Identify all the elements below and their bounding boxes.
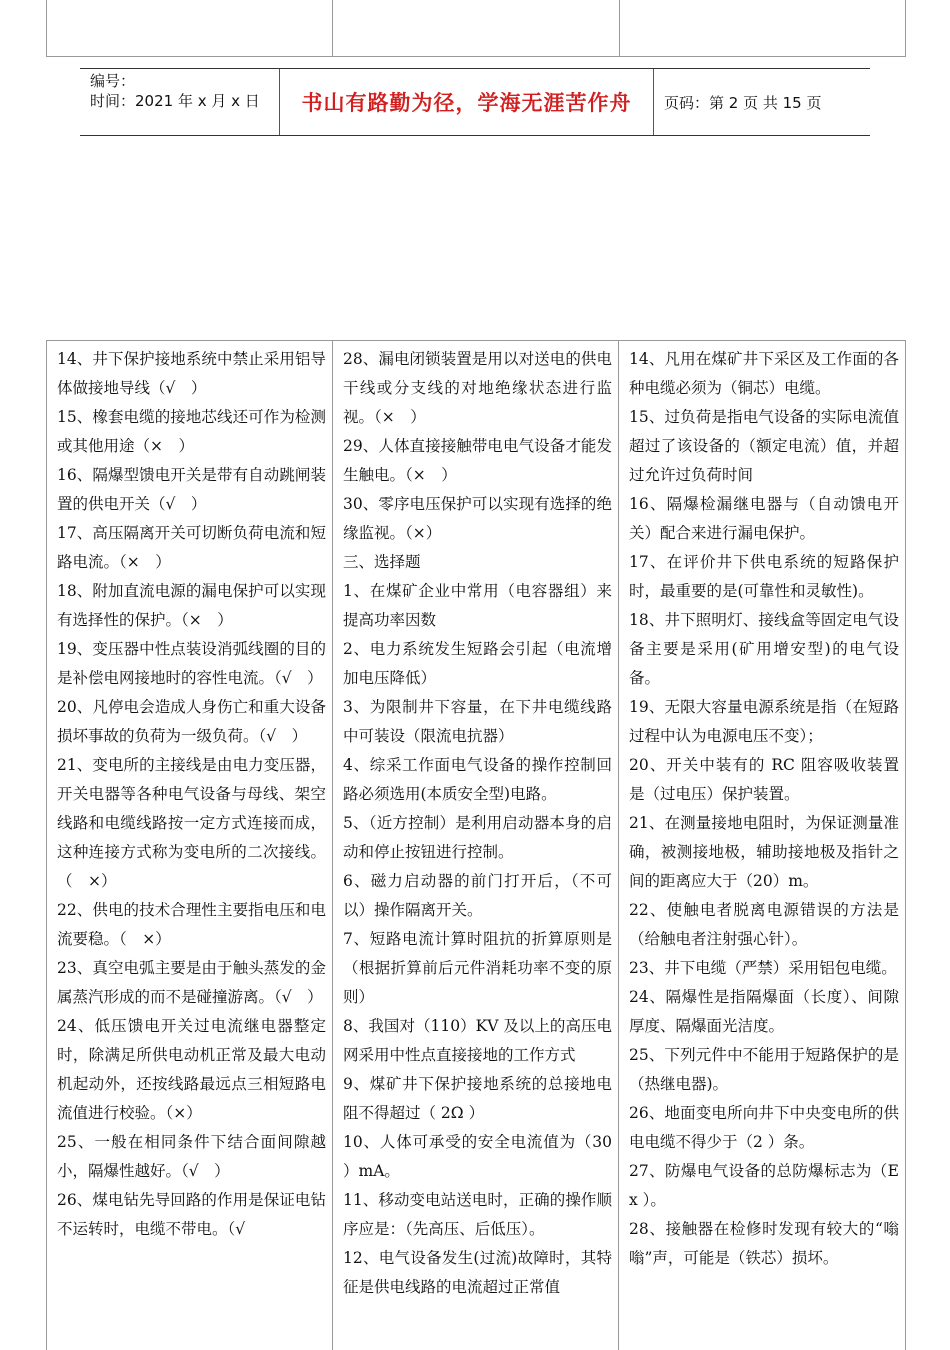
question-item: 15、橡套电缆的接地芯线还可作为检测或其他用途（× ） (57, 408, 326, 455)
question-item: 26、煤电钻先导回路的作用是保证电钻不运转时，电缆不带电。（√ (57, 1191, 326, 1238)
question-item: 1、在煤矿企业中常用（电容器组）来提高功率因数 (343, 582, 612, 629)
question-item: 18、附加直流电源的漏电保护可以实现有选择性的保护。（× ） (57, 582, 326, 629)
question-item: 28、漏电闭锁装置是用以对送电的供电干线或分支线的对地绝缘状态进行监视。（× ） (343, 350, 612, 426)
prev-table-cell (620, 0, 905, 56)
question-item: 16、隔爆型馈电开关是带有自动跳闸装置的供电开关（√ ） (57, 466, 326, 513)
page-info: 页码：第 2 页 共 15 页 (664, 93, 822, 112)
question-item: 29、人体直接接触带电电气设备才能发生触电。（× ） (343, 437, 612, 484)
question-item: 三、选择题 (343, 553, 421, 571)
question-item: 19、变压器中性点装设消弧线圈的目的是补偿电网接地时的容性电流。（√ ） (57, 640, 326, 687)
column-1 (47, 341, 333, 1350)
question-item: 26、地面变电所向井下中央变电所的供电电缆不得少于（2 ）条。 (629, 1104, 899, 1151)
question-item: 25、下列元件中不能用于短路保护的是（热继电器)。 (629, 1046, 899, 1093)
question-item: 4、综采工作面电气设备的操作控制回路必须选用(本质安全型)电路。 (343, 756, 612, 803)
question-item: 28、接触器在检修时发现有较大的“嗡嗡”声，可能是（铁芯）损坏。 (629, 1220, 899, 1267)
question-item: 24、低压馈电开关过电流继电器整定时，除满足所供电动机正常及最大电动机起动外，还按线路最远点三相短路电流值进行校验。（×） (57, 1017, 326, 1122)
question-item: 21、变电所的主接线是由电力变压器，开关电器等各种电气设备与母线、架空线路和电缆线路按一定方式连接而成，这种连接方式称为变电所的二次接线。（ ×） (57, 756, 326, 890)
question-item: 19、无限大容量电源系统是指（在短路过程中认为电源电压不变）； (629, 698, 899, 745)
question-item: 20、开关中装有的 RC 阻容吸收装置是（过电压）保护装置。 (629, 756, 899, 803)
question-item: 22、使触电者脱离电源错误的方法是（给触电者注射强心针）。 (629, 901, 899, 948)
question-item: 25、一般在相同条件下结合面间隙越小，隔爆性越好。（√ ） (57, 1133, 326, 1180)
question-item: 10、人体可承受的安全电流值为（30 ）mA。 (343, 1133, 612, 1180)
question-item: 2、电力系统发生短路会引起（电流增加电压降低） (343, 640, 612, 687)
question-item: 21、在测量接地电阻时，为保证测量准确，被测接地极，辅助接地极及指针之间的距离应大于（20）m。 (629, 814, 899, 890)
prev-table-cell (47, 0, 333, 56)
time-label: 时间：2021 年 x 月 x 日 (90, 92, 260, 110)
header-motto-cell (280, 69, 654, 135)
question-item: 8、我国对（110）KV 及以上的高压电网采用中性点直接接地的工作方式 (343, 1017, 612, 1064)
question-item: 15、过负荷是指电气设备的实际电流值超过了该设备的（额定电流）值，并超过允许过负荷时间 (629, 408, 899, 484)
question-item: 20、凡停电会造成人身伤亡和重大设备损坏事故的负荷为一级负荷。（√ ） (57, 698, 326, 745)
question-item: 23、井下电缆（严禁）采用铝包电缆。 (629, 959, 897, 977)
question-item: 27、防爆电气设备的总防爆标志为（Ex ）。 (629, 1162, 899, 1209)
question-item: 24、隔爆性是指隔爆面（长度）、间隙厚度、隔爆面光洁度。 (629, 988, 899, 1035)
question-item: 12、电气设备发生(过流)故障时，其特征是供电线路的电流超过正常值 (343, 1249, 612, 1296)
question-item: 7、短路电流计算时阻抗的折算原则是（根据折算前后元件消耗功率不变的原则） (343, 930, 612, 1006)
header-page-cell (654, 69, 870, 135)
question-item: 17、在评价井下供电系统的短路保护时，最重要的是(可靠性和灵敏性)。 (629, 553, 899, 600)
question-table (46, 340, 906, 1350)
question-item: 18、井下照明灯、接线盒等固定电气设备主要是采用(矿用增安型)的电气设备。 (629, 611, 899, 687)
page-header (80, 68, 870, 136)
serial-label: 编号： (90, 72, 136, 90)
question-item: 11、移动变电站送电时，正确的操作顺序应是：（先高压、后低压）。 (343, 1191, 612, 1238)
prev-table-cell (333, 0, 619, 56)
question-item: 5、（近方控制）是利用启动器本身的启动和停止按钮进行控制。 (343, 814, 612, 861)
question-item: 14、井下保护接地系统中禁止采用铝导体做接地导线（√ ） (57, 350, 326, 397)
question-item: 14、凡用在煤矿井下采区及工作面的各种电缆必须为（铜芯）电缆。 (629, 350, 899, 397)
question-item: 9、煤矿井下保护接地系统的总接地电阻不得超过（ 2Ω ） (343, 1075, 612, 1122)
question-item: 22、供电的技术合理性主要指电压和电流要稳。（ ×） (57, 901, 326, 948)
header-motto: 书山有路勤为径，学海无涯苦作舟 (301, 90, 632, 115)
question-item: 3、为限制井下容量，在下井电缆线路中可装设（限流电抗器） (343, 698, 612, 745)
column-2 (333, 341, 619, 1350)
question-item: 23、真空电弧主要是由于触头蒸发的金属蒸汽形成的而不是碰撞游离。（√ ） (57, 959, 326, 1006)
previous-table-fragment (46, 0, 906, 57)
header-meta (80, 69, 280, 135)
column-3 (619, 341, 905, 1350)
question-item: 17、高压隔离开关可切断负荷电流和短路电流。（× ） (57, 524, 326, 571)
question-item: 30、零序电压保护可以实现有选择的绝缘监视。（×） (343, 495, 612, 542)
question-item: 6、磁力启动器的前门打开后，（不可以）操作隔离开关。 (343, 872, 612, 919)
question-item: 16、隔爆检漏继电器与（自动馈电开关）配合来进行漏电保护。 (629, 495, 899, 542)
